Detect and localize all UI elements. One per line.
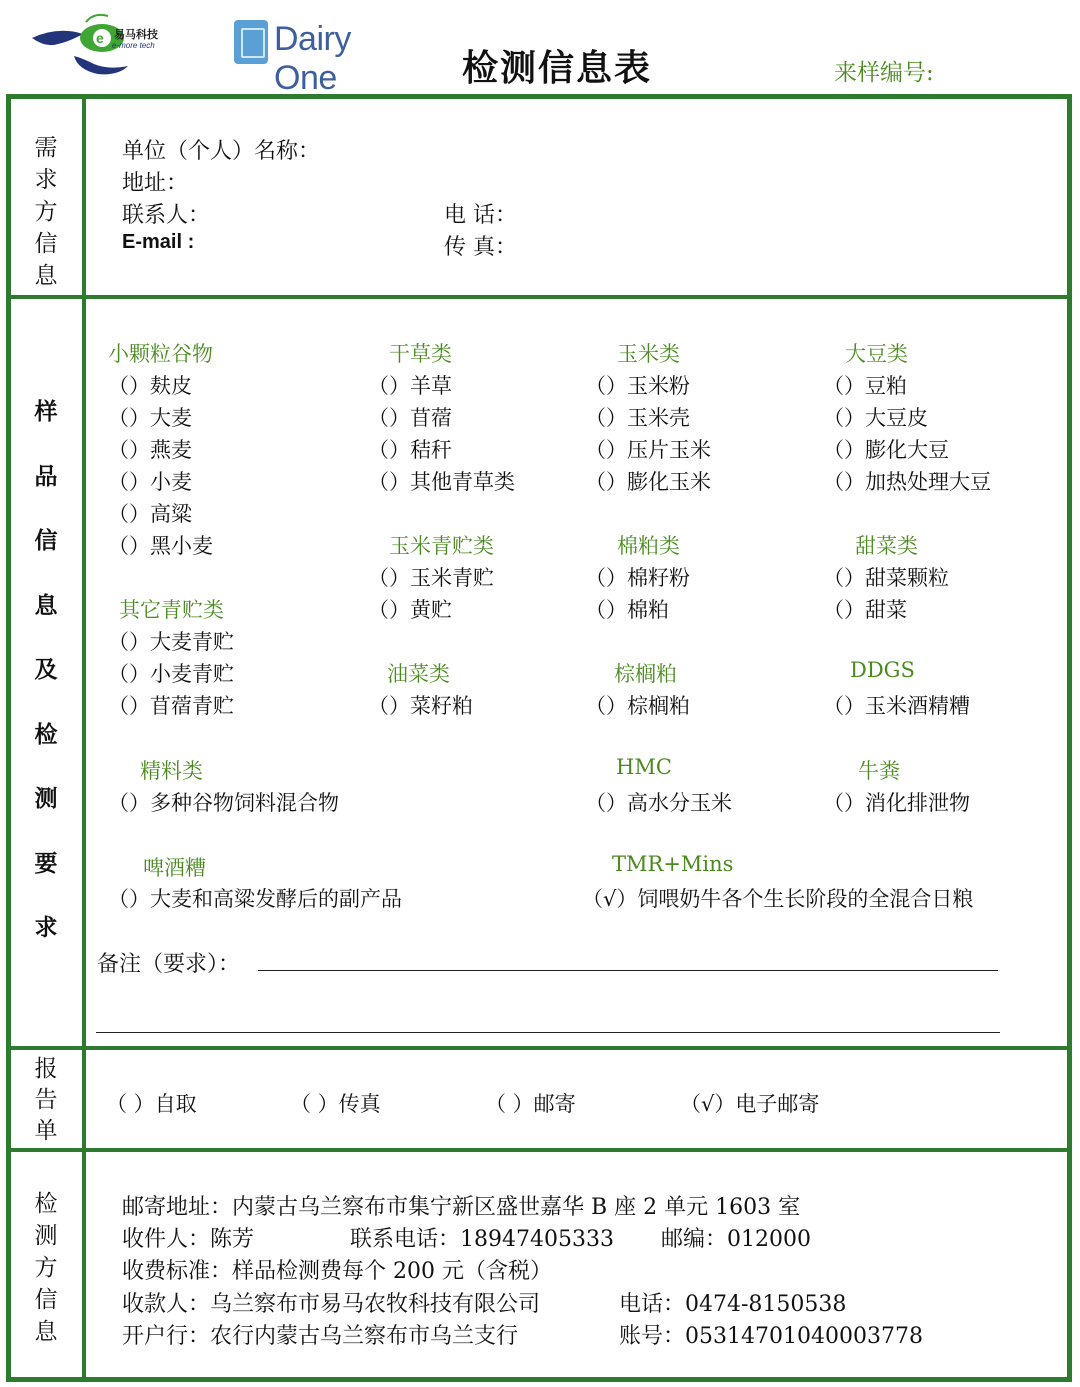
- option-item[interactable]: （）羊草: [368, 374, 452, 398]
- category-ddgs: DDGS: [850, 658, 915, 682]
- requester-side-label: 需 求 方 信 息: [34, 135, 58, 289]
- category-other-silage: 其它青贮类: [119, 598, 224, 622]
- category-palm-meal: 棕榈粕: [614, 662, 677, 686]
- option-item[interactable]: （）玉米粉: [585, 374, 690, 398]
- svg-text:e: e: [96, 30, 104, 46]
- option-item[interactable]: （）棉籽粉: [585, 566, 690, 590]
- option-item[interactable]: （）膨化大豆: [823, 438, 949, 462]
- option-item[interactable]: （）麸皮: [108, 374, 192, 398]
- option-item[interactable]: （）菜籽粕: [368, 694, 473, 718]
- divider-3: [6, 1148, 1072, 1152]
- category-concentrate: 精料类: [140, 759, 203, 783]
- option-item[interactable]: （）其他青草类: [368, 470, 515, 494]
- category-small-grains: 小颗粒谷物: [108, 342, 213, 366]
- option-item[interactable]: （）膨化玉米: [585, 470, 711, 494]
- option-item[interactable]: （）玉米青贮: [368, 566, 494, 590]
- dairy-one-text: Dairy One: [274, 20, 351, 97]
- option-item[interactable]: （）甜菜: [823, 598, 907, 622]
- option-item[interactable]: （）高粱: [108, 502, 192, 526]
- category-brewers-grain: 啤酒糟: [143, 856, 206, 880]
- category-rapeseed: 油菜类: [387, 662, 450, 686]
- phone-label: 电 话：: [444, 203, 517, 228]
- bank: 开户行：农行内蒙古乌兰察布市乌兰支行: [122, 1324, 519, 1349]
- category-manure: 牛粪: [858, 759, 900, 783]
- form-title: 检测信息表: [462, 47, 653, 89]
- logo1-text: 易马科技: [114, 28, 158, 41]
- dairy-one-logo: [234, 18, 404, 97]
- category-hmc: HMC: [616, 755, 672, 779]
- report-side-label: 报 告 单: [34, 1056, 58, 1144]
- option-item[interactable]: （）燕麦: [108, 438, 192, 462]
- name-label: 单位（个人）名称：: [122, 139, 321, 164]
- report-option-fax[interactable]: （ ）传真: [290, 1092, 381, 1116]
- option-item[interactable]: （）大麦青贮: [108, 630, 234, 654]
- form-frame: [6, 94, 1072, 1382]
- option-item[interactable]: （）高水分玉米: [585, 791, 732, 815]
- dairy-one-icon: [234, 20, 268, 64]
- sample-side-label: 样 品 信 息 及 检 测 要 求: [34, 398, 58, 941]
- option-item[interactable]: （）小麦青贮: [108, 662, 234, 686]
- category-soybean: 大豆类: [845, 342, 908, 366]
- category-cottonseed: 棉粕类: [617, 534, 680, 558]
- divider-2: [6, 1046, 1072, 1050]
- option-item[interactable]: （）多种谷物饲料混合物: [108, 791, 339, 815]
- option-item[interactable]: （）大麦和高粱发酵后的副产品: [108, 887, 402, 911]
- category-tmr-mins: TMR+Mins: [612, 852, 734, 876]
- option-item[interactable]: （）苜蓿: [368, 406, 452, 430]
- option-item[interactable]: （）甜菜颗粒: [823, 566, 949, 590]
- option-item[interactable]: （）豆粕: [823, 374, 907, 398]
- option-item[interactable]: （）棕榈粕: [585, 694, 690, 718]
- account-number: 账号：05314701040003778: [619, 1324, 923, 1349]
- option-item[interactable]: （）大麦: [108, 406, 192, 430]
- option-item[interactable]: （）压片玉米: [585, 438, 711, 462]
- option-item[interactable]: （）棉粕: [585, 598, 669, 622]
- mailing-address: 邮寄地址：内蒙古乌兰察布市集宁新区盛世嘉华 B 座 2 单元 1603 室: [122, 1195, 801, 1220]
- payee: 收款人：乌兰察布市易马农牧科技有限公司: [122, 1292, 541, 1317]
- address-label: 地址：: [122, 171, 189, 196]
- option-item[interactable]: （）加热处理大豆: [823, 470, 991, 494]
- option-item-checked[interactable]: （√）饲喂奶牛各个生长阶段的全混合日粮: [582, 887, 974, 911]
- option-item[interactable]: （）黑小麦: [108, 534, 213, 558]
- logo1-subtext: e-more tech: [112, 41, 155, 50]
- category-beet: 甜菜类: [855, 534, 918, 558]
- option-item[interactable]: （）秸秆: [368, 438, 452, 462]
- option-item[interactable]: （）玉米酒精糟: [823, 694, 970, 718]
- remark-line-2[interactable]: [96, 1032, 1000, 1033]
- contact-label: 联系人：: [122, 203, 211, 228]
- option-item[interactable]: （）消化排泄物: [823, 791, 970, 815]
- sample-number-label: 来样编号:: [834, 60, 934, 86]
- fee-standard: 收费标准：样品检测费每个 200 元（含税）: [122, 1259, 552, 1284]
- category-corn: 玉米类: [617, 342, 680, 366]
- fax-label: 传 真：: [444, 235, 517, 260]
- side-column-divider: [82, 94, 86, 1382]
- divider-1: [6, 295, 1072, 299]
- payee-phone: 电话：0474-8150538: [619, 1292, 847, 1317]
- option-item[interactable]: （）黄贮: [368, 598, 452, 622]
- report-option-mail[interactable]: （ ）邮寄: [485, 1092, 576, 1116]
- option-item[interactable]: （）苜蓿青贮: [108, 694, 234, 718]
- contact-phone: 联系电话：18947405333: [350, 1227, 614, 1252]
- option-item[interactable]: （）大豆皮: [823, 406, 928, 430]
- postcode: 邮编：012000: [661, 1227, 811, 1252]
- emore-tech-logo: [28, 8, 188, 78]
- recipient: 收件人：陈芳: [122, 1227, 255, 1252]
- option-item[interactable]: （）玉米壳: [585, 406, 690, 430]
- report-option-email[interactable]: （√）电子邮寄: [680, 1092, 820, 1116]
- email-label: E-mail :: [122, 231, 195, 253]
- testing-side-label: 检 测 方 信 息: [34, 1191, 58, 1345]
- remark-line-1[interactable]: [258, 970, 998, 971]
- category-hay: 干草类: [389, 342, 452, 366]
- report-option-pickup[interactable]: （ ）自取: [106, 1092, 197, 1116]
- remark-label: 备注（要求）：: [97, 952, 241, 977]
- option-item[interactable]: （）小麦: [108, 470, 192, 494]
- category-corn-silage: 玉米青贮类: [389, 534, 494, 558]
